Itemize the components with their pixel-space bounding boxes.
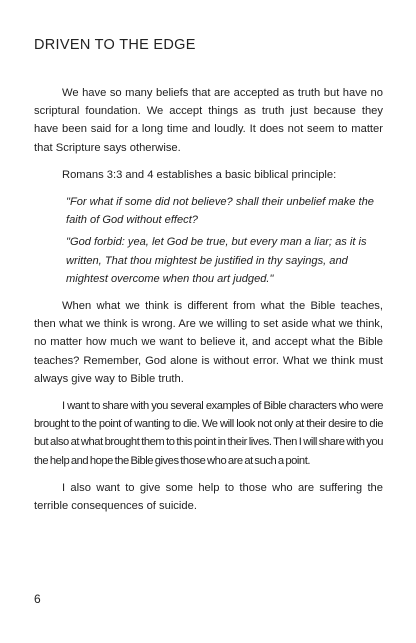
paragraph: Romans 3:3 and 4 establishes a basic biblical principle: [62, 168, 337, 181]
paragraph: We have so many beliefs that are accepted as truth but have no scriptural foundation. We accept things as truth just because they have been said for a long time and loudly. It does not seem to matter that Scripture says otherwise. [34, 87, 383, 154]
paragraph: When what we think is different from what the Bible teaches, then what we think is wrong. Are we willing to set aside what we think, no matter how much we want to believe it, and accept what the Bible teaches? Remember, God alone is without error. What we think must always give way to Bible truth. [34, 300, 383, 385]
paragraph: I also want to give some help to those who are suffering the terrible consequences of suicide. [34, 481, 383, 513]
running-head: DRIVEN TO THE EDGE [34, 37, 196, 53]
body-text [34, 84, 383, 524]
page-number: 6 [34, 592, 41, 606]
scripture-quote [34, 193, 383, 288]
quote-verse: "God forbid: yea, let God be true, but every man a liar; as it is written, That thou mightest be justified in thy sayings, and mightest overcome when thou art judged." [66, 236, 367, 285]
paragraph: I want to share with you several examples of Bible characters who were brought to the point of wanting to die. We will look not only at their desire to die but also at what brought them to this point in their lives. Then I will share with you the help and hope the Bible gives those who are at such a point. [34, 400, 383, 467]
quote-verse: "For what if some did not believe? shall their unbelief make the faith of God without effect? [66, 196, 374, 227]
